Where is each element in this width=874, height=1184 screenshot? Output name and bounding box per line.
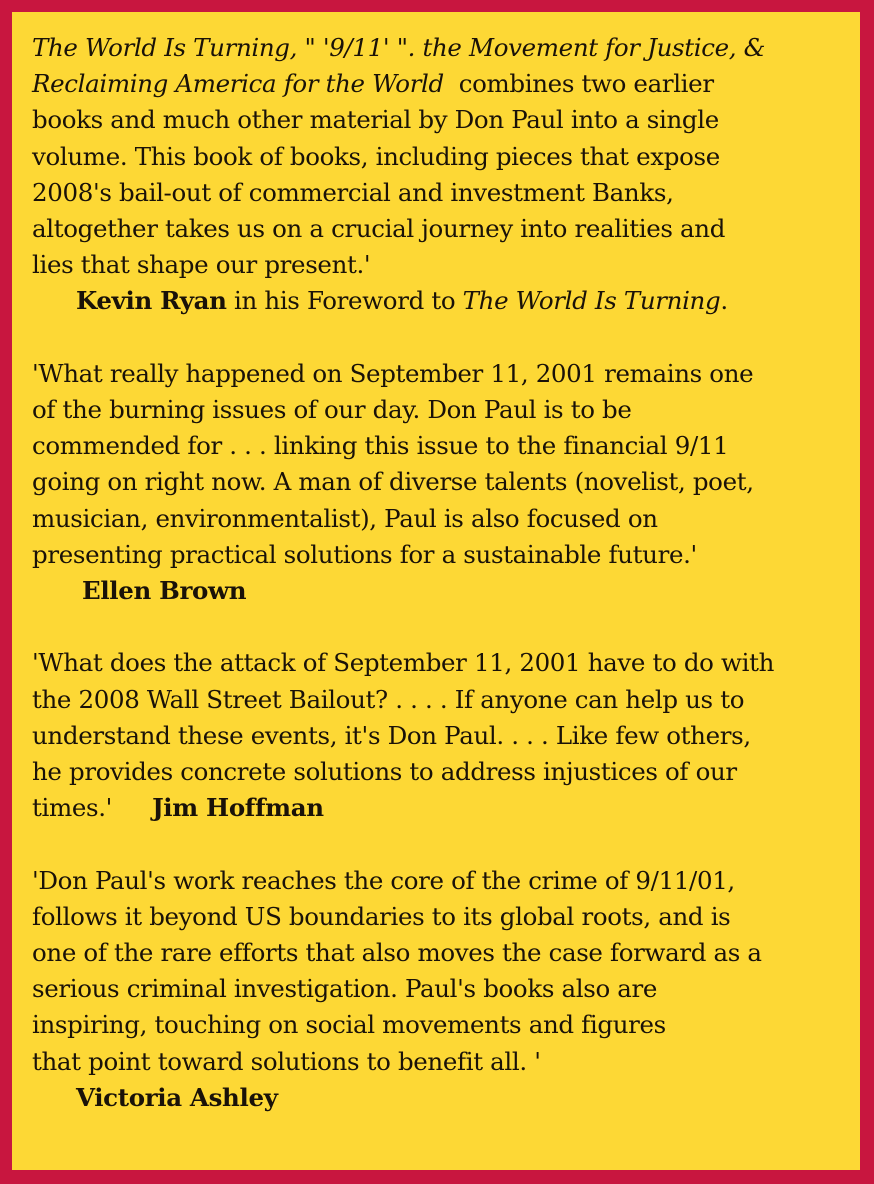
quote-kevin-ryan — [32, 30, 846, 320]
quote-panel — [12, 12, 860, 1170]
attribution-title: The World Is Turning — [462, 286, 721, 316]
quote-line: that point toward solutions to benefit all. ' — [32, 1046, 541, 1076]
quote-line: lies that shape our present.' — [32, 250, 371, 280]
attribution — [32, 573, 846, 609]
quote-line: musician, environmentalist), Paul is also focused on — [32, 503, 658, 533]
quote-line: serious criminal investigation. Paul's books also are — [32, 974, 658, 1004]
quote-line: inspiring, touching on social movements and figures — [32, 1010, 666, 1040]
attribution-name: Jim Hoffman — [152, 793, 324, 823]
quote-line: volume. This book of books, including pieces that expose — [32, 141, 720, 171]
book-title: Reclaiming America for the World — [32, 69, 444, 99]
quote-line: altogether takes us on a crucial journey into realities and — [32, 214, 726, 244]
quote-line: of the burning issues of our day. Don Paul is to be — [32, 395, 632, 425]
quote-victoria-ashley — [32, 863, 846, 1116]
quote-line: 2008's bail-out of commercial and investment Banks, — [32, 177, 674, 207]
book-title: The World Is Turning, " '9/11' ". the Movement for Justice, & — [32, 33, 766, 62]
attribution-text: in his Foreword to — [226, 286, 463, 316]
quote-line: commended for . . . linking this issue to the financial 9/11 — [32, 431, 729, 461]
quote-line — [32, 790, 846, 826]
paragraph-gap — [32, 826, 846, 862]
quote-line: follows it beyond US boundaries to its global roots, and is — [32, 901, 731, 931]
paragraph-gap — [32, 320, 846, 356]
attribution — [32, 283, 846, 319]
quote-line: he provides concrete solutions to address injustices of our — [32, 757, 737, 787]
attribution — [32, 1080, 846, 1116]
quote-line: understand these events, it's Don Paul. . . . Like few others, — [32, 720, 751, 750]
quote-line: 'Don Paul's work reaches the core of the crime of 9/11/01, — [32, 865, 735, 895]
quote-line: presenting practical solutions for a sustainable future.' — [32, 539, 697, 569]
attribution-name: Victoria Ashley — [76, 1082, 278, 1112]
paragraph-gap — [32, 609, 846, 645]
quote-line: 'What really happened on September 11, 2001 remains one — [32, 358, 754, 388]
attribution-name: Ellen Brown — [82, 576, 247, 606]
quote-line: 'What does the attack of September 11, 2001 have to do with — [32, 648, 775, 678]
quote-line: one of the rare efforts that also moves the case forward as a — [32, 938, 762, 968]
quote-ellen-brown — [32, 356, 846, 609]
quote-text: times.' — [32, 793, 113, 823]
attribution-name: Kevin Ryan — [76, 286, 227, 316]
quote-line — [32, 30, 846, 66]
quote-line: the 2008 Wall Street Bailout? . . . . If anyone can help us to — [32, 684, 745, 714]
quote-text: combines two earlier — [443, 69, 714, 99]
quote-line: going on right now. A man of diverse talents (novelist, poet, — [32, 467, 754, 497]
quote-line — [32, 66, 846, 102]
quote-jim-hoffman — [32, 645, 846, 826]
attribution-end: . — [720, 286, 728, 316]
quote-line: books and much other material by Don Paul into a single — [32, 105, 719, 135]
